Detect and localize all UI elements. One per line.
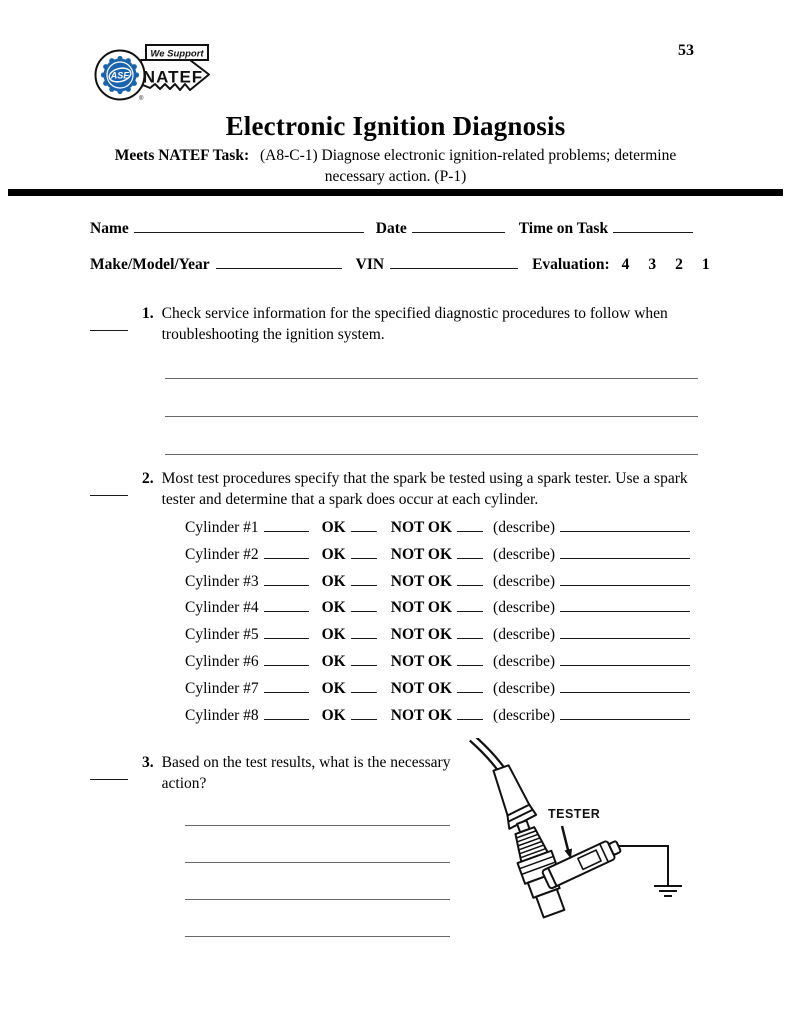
describe-blank[interactable] bbox=[560, 599, 690, 612]
answer-line[interactable] bbox=[165, 379, 698, 417]
describe-blank[interactable] bbox=[560, 573, 690, 586]
describe-label: (describe) bbox=[493, 572, 556, 590]
not-ok-label: NOT OK bbox=[390, 626, 453, 644]
not-ok-label: NOT OK bbox=[390, 572, 453, 590]
vin-field[interactable] bbox=[390, 256, 518, 269]
cylinder-label: Cylinder #5 bbox=[185, 626, 259, 644]
not-ok-label: NOT OK bbox=[390, 679, 453, 697]
table-row bbox=[185, 599, 690, 626]
describe-label: (describe) bbox=[493, 519, 556, 536]
task-1-text: Check service information for the specified diagnostic procedures to follow when troubleshooting the ignition system. bbox=[161, 305, 668, 343]
natef-logo bbox=[93, 44, 216, 102]
task-1-status-blank[interactable] bbox=[90, 318, 128, 331]
describe-blank[interactable] bbox=[560, 519, 690, 532]
ground-symbol-icon bbox=[654, 886, 682, 896]
evaluation-score-1[interactable]: 1 bbox=[701, 256, 710, 273]
date-label: Date bbox=[375, 220, 407, 237]
not-ok-check-blank[interactable] bbox=[457, 519, 483, 532]
not-ok-label: NOT OK bbox=[390, 652, 453, 670]
spark-tester-figure bbox=[460, 738, 750, 998]
describe-blank[interactable] bbox=[560, 626, 690, 639]
describe-blank[interactable] bbox=[560, 546, 690, 559]
describe-blank[interactable] bbox=[560, 707, 690, 720]
table-row bbox=[185, 680, 690, 707]
ground-wire bbox=[618, 846, 668, 886]
ase-logo-text: ASE bbox=[110, 70, 130, 81]
describe-label: (describe) bbox=[493, 652, 556, 670]
cylinder-result-blank[interactable] bbox=[264, 626, 309, 639]
task-2-number: 2. bbox=[142, 470, 154, 487]
table-row bbox=[185, 707, 690, 734]
describe-label: (describe) bbox=[493, 679, 556, 697]
not-ok-label: NOT OK bbox=[390, 519, 453, 536]
cylinder-label: Cylinder #8 bbox=[185, 706, 259, 724]
cylinder-label: Cylinder #3 bbox=[185, 572, 259, 590]
make-model-year-field[interactable] bbox=[216, 256, 342, 269]
logo-support-text: We Support bbox=[150, 48, 204, 60]
task-item-3 bbox=[90, 752, 464, 794]
page-title: Electronic Ignition Diagnosis bbox=[225, 111, 566, 141]
meets-task-label: Meets NATEF Task: bbox=[114, 147, 250, 164]
ok-label: OK bbox=[321, 626, 346, 644]
not-ok-check-blank[interactable] bbox=[457, 573, 483, 586]
ok-check-blank[interactable] bbox=[351, 599, 377, 612]
ok-label: OK bbox=[321, 652, 346, 670]
task-3-number: 3. bbox=[142, 754, 154, 771]
describe-label: (describe) bbox=[493, 599, 556, 617]
tester-arrow bbox=[562, 826, 568, 850]
evaluation-score-4[interactable]: 4 bbox=[621, 256, 630, 273]
answer-line[interactable] bbox=[185, 863, 450, 900]
task-item-1 bbox=[90, 303, 699, 345]
cylinder-result-blank[interactable] bbox=[264, 573, 309, 586]
task-3-answer-lines bbox=[185, 789, 450, 937]
answer-line[interactable] bbox=[185, 826, 450, 863]
time-on-task-label: Time on Task bbox=[518, 220, 609, 237]
table-row bbox=[185, 573, 690, 600]
table-row bbox=[185, 519, 690, 546]
answer-line[interactable] bbox=[185, 789, 450, 826]
ok-check-blank[interactable] bbox=[351, 519, 377, 532]
ok-label: OK bbox=[321, 519, 346, 536]
make-model-year-label: Make/Model/Year bbox=[90, 256, 210, 273]
ok-label: OK bbox=[321, 572, 346, 590]
cylinder-label: Cylinder #6 bbox=[185, 652, 259, 670]
ok-label: OK bbox=[321, 599, 346, 617]
table-row bbox=[185, 546, 690, 573]
natef-key-logo-graphic bbox=[93, 44, 216, 102]
vin-label: VIN bbox=[355, 256, 385, 273]
not-ok-check-blank[interactable] bbox=[457, 707, 483, 720]
ok-label: OK bbox=[321, 706, 346, 724]
not-ok-label: NOT OK bbox=[390, 706, 453, 724]
not-ok-check-blank[interactable] bbox=[457, 626, 483, 639]
date-field[interactable] bbox=[412, 220, 505, 233]
describe-label: (describe) bbox=[493, 626, 556, 644]
cylinder-result-blank[interactable] bbox=[264, 519, 309, 532]
task-1-number: 1. bbox=[142, 305, 154, 322]
registered-mark: ® bbox=[139, 96, 144, 102]
not-ok-label: NOT OK bbox=[390, 599, 453, 617]
task-1-answer-lines bbox=[165, 341, 698, 455]
not-ok-check-blank[interactable] bbox=[457, 546, 483, 559]
answer-line[interactable] bbox=[165, 417, 698, 455]
ok-label: OK bbox=[321, 679, 346, 697]
not-ok-check-blank[interactable] bbox=[457, 599, 483, 612]
ok-check-blank[interactable] bbox=[351, 626, 377, 639]
cylinder-result-blank[interactable] bbox=[264, 599, 309, 612]
task-3-status-blank[interactable] bbox=[90, 767, 128, 780]
ok-check-blank[interactable] bbox=[351, 573, 377, 586]
name-field[interactable] bbox=[134, 220, 364, 233]
meets-task-text: (A8-C-1) Diagnose electronic ignition-related problems; determine bbox=[260, 147, 677, 164]
describe-blank[interactable] bbox=[560, 680, 690, 693]
cylinder-label: Cylinder #1 bbox=[185, 519, 259, 536]
task-3-text: Based on the test results, what is the necessary action? bbox=[161, 754, 451, 792]
not-ok-label: NOT OK bbox=[390, 545, 453, 563]
ok-check-blank[interactable] bbox=[351, 653, 377, 666]
cylinder-label: Cylinder #2 bbox=[185, 545, 259, 563]
ok-check-blank[interactable] bbox=[351, 546, 377, 559]
cylinder-label: Cylinder #4 bbox=[185, 599, 259, 617]
vehicle-info-row bbox=[90, 256, 710, 274]
tester-label: TESTER bbox=[548, 807, 601, 821]
not-ok-check-blank[interactable] bbox=[457, 653, 483, 666]
meets-task-line bbox=[0, 147, 791, 165]
describe-label: (describe) bbox=[493, 706, 556, 724]
describe-blank[interactable] bbox=[560, 653, 690, 666]
table-row bbox=[185, 653, 690, 680]
describe-label: (describe) bbox=[493, 545, 556, 563]
table-row bbox=[185, 626, 690, 653]
answer-line[interactable] bbox=[165, 341, 698, 379]
task-item-2 bbox=[90, 468, 699, 510]
logo-org-name: NATEF bbox=[142, 67, 204, 87]
name-label: Name bbox=[90, 220, 129, 237]
task-2-text: Most test procedures specify that the spark be tested using a spark tester. Use a spark tester and determine that a spark does occur at each cylinder. bbox=[161, 470, 688, 508]
not-ok-check-blank[interactable] bbox=[457, 680, 483, 693]
spark-plug bbox=[485, 762, 572, 920]
evaluation-score-2[interactable]: 2 bbox=[675, 256, 683, 273]
answer-line[interactable] bbox=[185, 900, 450, 937]
cylinder-label: Cylinder #7 bbox=[185, 679, 259, 697]
time-on-task-field[interactable] bbox=[613, 220, 693, 233]
cylinder-result-blank[interactable] bbox=[264, 546, 309, 559]
cylinder-spark-table bbox=[185, 519, 690, 733]
cylinder-result-blank[interactable] bbox=[264, 707, 309, 720]
student-info-row bbox=[90, 220, 693, 238]
evaluation-score-3[interactable]: 3 bbox=[648, 256, 657, 273]
evaluation-label: Evaluation: bbox=[532, 256, 610, 273]
page-number: 53 bbox=[678, 42, 694, 59]
ok-label: OK bbox=[321, 545, 346, 563]
cylinder-result-blank[interactable] bbox=[264, 680, 309, 693]
cylinder-result-blank[interactable] bbox=[264, 653, 309, 666]
meets-task-line2: necessary action. (P-1) bbox=[324, 168, 467, 185]
ok-check-blank[interactable] bbox=[351, 707, 377, 720]
ok-check-blank[interactable] bbox=[351, 680, 377, 693]
header-divider-rule bbox=[8, 189, 783, 196]
task-2-status-blank[interactable] bbox=[90, 483, 128, 496]
